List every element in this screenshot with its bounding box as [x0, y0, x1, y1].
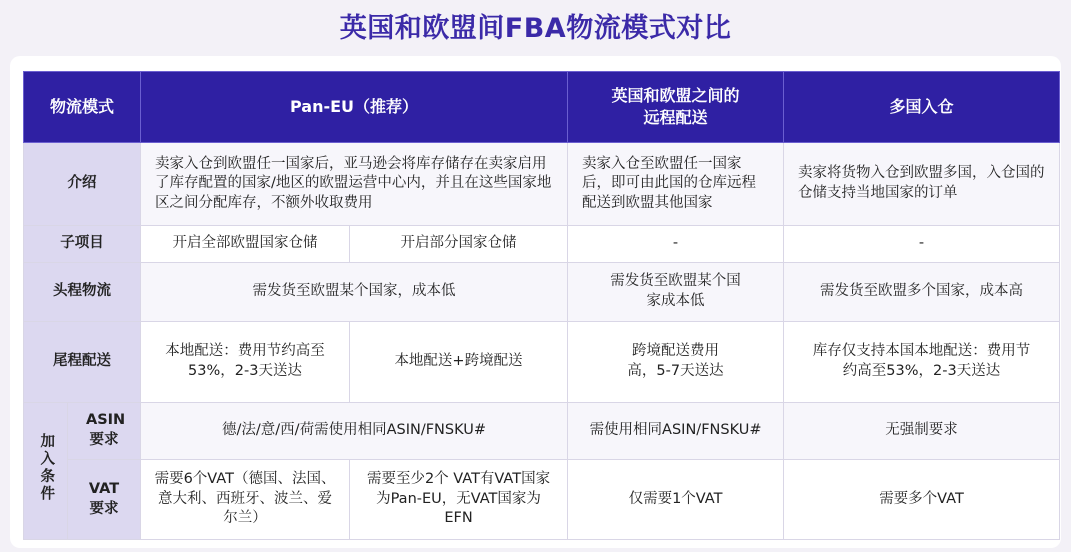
header-pan-eu: Pan-EU（推荐）	[141, 72, 568, 143]
firstleg-remote: 需发货至欧盟某个国家成本低	[568, 263, 784, 322]
row-label-asin: ASIN要求	[68, 403, 141, 460]
row-label-sub: 子项目	[24, 226, 141, 263]
header-logistics-mode: 物流模式	[24, 72, 141, 143]
vat-pan-eu-all: 需要6个VAT（德国、法国、意大利、西班牙、波兰、爱尔兰）	[141, 460, 350, 540]
vat-pan-eu-part: 需要至少2个 VAT有VAT国家为Pan-EU，无VAT国家为EFN	[350, 460, 568, 540]
table-row	[24, 322, 1060, 403]
lastleg-multi: 库存仅支持本国本地配送：费用节约高至53%，2-3天送达	[784, 322, 1060, 403]
intro-remote: 卖家入仓至欧盟任一国家后，即可由此国的仓库远程配送到欧盟其他国家	[568, 143, 784, 226]
row-label-vat: VAT要求	[68, 460, 141, 540]
lastleg-remote: 跨境配送费用高，5-7天送达	[568, 322, 784, 403]
conditions-label: 加入条件	[38, 432, 55, 503]
firstleg-pan-eu: 需发货至欧盟某个国家，成本低	[141, 263, 568, 322]
row-label-conditions	[24, 403, 68, 540]
page-title: 英国和欧盟间FBA物流模式对比	[339, 13, 732, 44]
sub-multi: -	[784, 226, 1060, 263]
header-row	[24, 72, 1060, 143]
table-row	[24, 460, 1060, 540]
sub-pan-eu-part: 开启部分国家仓储	[350, 226, 568, 263]
asin-remote: 需使用相同ASIN/FNSKU#	[568, 403, 784, 460]
intro-pan-eu: 卖家入仓到欧盟任一国家后，亚马逊会将库存储存在卖家启用了库存配置的国家/地区的欧盟运营中心内，并且在这些国家地区之间分配库存，不额外收取费用	[141, 143, 568, 226]
lastleg-pan-eu-part: 本地配送+跨境配送	[350, 322, 568, 403]
table-row	[24, 403, 1060, 460]
asin-multi: 无强制要求	[784, 403, 1060, 460]
sub-remote: -	[568, 226, 784, 263]
vat-remote: 仅需要1个VAT	[568, 460, 784, 540]
asin-pan-eu: 德/法/意/西/荷需使用相同ASIN/FNSKU#	[141, 403, 568, 460]
header-remote-delivery: 英国和欧盟之间的远程配送	[568, 72, 784, 143]
row-label-intro: 介绍	[24, 143, 141, 226]
table-row	[24, 143, 1060, 226]
row-label-lastleg: 尾程配送	[24, 322, 141, 403]
sub-pan-eu-all: 开启全部欧盟国家仓储	[141, 226, 350, 263]
row-label-firstleg: 头程物流	[24, 263, 141, 322]
table-row	[24, 263, 1060, 322]
comparison-table	[23, 71, 1060, 540]
vat-multi: 需要多个VAT	[784, 460, 1060, 540]
intro-multi: 卖家将货物入仓到欧盟多国，入仓国的仓储支持当地国家的订单	[784, 143, 1060, 226]
header-multi-country: 多国入仓	[784, 72, 1060, 143]
lastleg-pan-eu-all: 本地配送：费用节约高至53%，2-3天送达	[141, 322, 350, 403]
firstleg-multi: 需发货至欧盟多个国家，成本高	[784, 263, 1060, 322]
table-row	[24, 226, 1060, 263]
